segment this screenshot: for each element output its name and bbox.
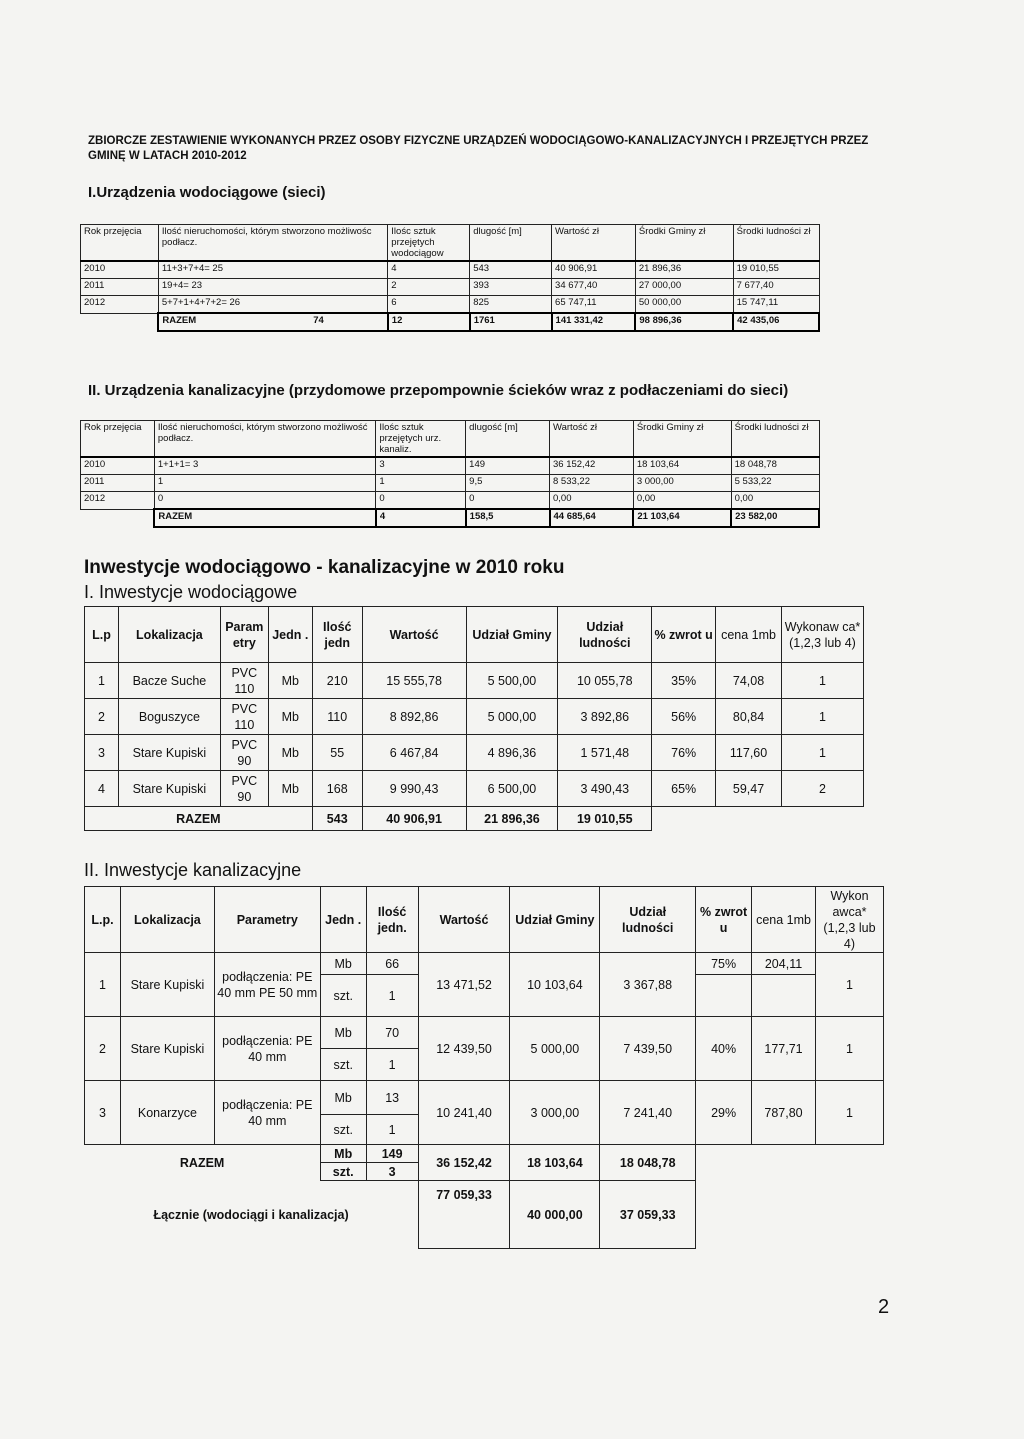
cell: 3: [85, 735, 119, 771]
table-row: [81, 492, 820, 510]
cell: 12: [388, 313, 470, 331]
cell: 787,80: [752, 1081, 816, 1145]
header-cell: cena 1mb: [716, 607, 782, 663]
header-cell: Środki ludności zł: [731, 421, 819, 458]
cell: 40 000,00: [510, 1181, 600, 1249]
cell: 76%: [652, 735, 716, 771]
grand-total-row: [85, 1181, 884, 1249]
table-row: [85, 735, 864, 771]
header-cell: Jedn .: [320, 887, 366, 953]
cell: 0,00: [731, 492, 819, 510]
sewage-devices-table: [80, 420, 820, 528]
cell: 21 103,64: [633, 509, 731, 527]
cell: 55: [312, 735, 362, 771]
cell: 80,84: [716, 699, 782, 735]
header-cell: Udział Gminy: [510, 887, 600, 953]
cell: 2011: [81, 279, 159, 296]
cell: 1: [376, 475, 466, 492]
cell: 5 000,00: [510, 1017, 600, 1081]
header-cell: Lokalizacja: [120, 887, 214, 953]
table-row: [81, 296, 820, 314]
total-label: RAZEM: [154, 509, 375, 527]
total-label: RAZEM: [85, 807, 313, 831]
header-cell: Ilość nieruchomości, którym stworzono możliwość podłacz.: [154, 421, 375, 458]
cell: 42 435,06: [733, 313, 819, 331]
page-number: 2: [878, 1296, 890, 1318]
cell: 10 055,78: [558, 663, 652, 699]
cell: 36 152,42: [550, 457, 634, 475]
header-cell: Udział ludności: [558, 607, 652, 663]
cell: 141 331,42: [552, 313, 636, 331]
cell: 5+7+1+4+7+2= 26: [158, 296, 387, 314]
header-cell: Rok przejęcia: [81, 225, 159, 262]
cell: Mb: [320, 1145, 366, 1163]
cell: 204,11: [752, 953, 816, 975]
cell: 2: [388, 279, 470, 296]
cell: 1: [366, 1049, 418, 1081]
cell: 210: [312, 663, 362, 699]
cell: PVC 110: [220, 699, 268, 735]
header-cell: % zwrot u: [652, 607, 716, 663]
cell: 1: [85, 953, 121, 1017]
cell: 0: [376, 492, 466, 510]
cell: 18 103,64: [633, 457, 731, 475]
cell: 543: [312, 807, 362, 831]
total-label: RAZEM: [179, 1155, 225, 1170]
cell: 5 500,00: [466, 663, 558, 699]
cell: 1: [782, 663, 864, 699]
header-cell: Parametry: [214, 887, 320, 953]
cell: Stare Kupiski: [118, 771, 220, 807]
header-cell: Wartość: [362, 607, 466, 663]
cell: 23 582,00: [731, 509, 819, 527]
inv2-heading: II. Inwestycje kanalizacyjne: [84, 860, 302, 880]
water-investments-table: [84, 606, 864, 831]
cell: 3 000,00: [510, 1081, 600, 1145]
cell: 0: [154, 492, 375, 510]
header-cell: L.p.: [85, 887, 121, 953]
grand-total-label: Łącznie (wodociągi i kanalizacja): [153, 1207, 349, 1222]
cell: 1: [815, 1081, 883, 1145]
cell: podłączenia: PE 40 mm PE 50 mm: [214, 953, 320, 1017]
header-cell: Ilość nieruchomości, którym stworzono możliwośc podłacz.: [158, 225, 387, 262]
cell: 117,60: [716, 735, 782, 771]
investments-title: Inwestycje wodociągowo - kanalizacyjne w 2010 roku: [84, 557, 565, 578]
header-cell: Ilośc sztuk przejętych urz. kanaliz.: [376, 421, 466, 458]
header-cell: cena 1mb: [752, 887, 816, 953]
cell: 1: [366, 1115, 418, 1145]
header-cell: Param etry: [220, 607, 268, 663]
cell: 543: [470, 261, 552, 279]
table-row: [85, 953, 884, 975]
cell: 74,08: [716, 663, 782, 699]
cell: 0,00: [633, 492, 731, 510]
table-row: [85, 663, 864, 699]
cell: 825: [470, 296, 552, 314]
cell: 10 241,40: [418, 1081, 510, 1145]
cell: 13: [366, 1081, 418, 1115]
cell: 7 241,40: [600, 1081, 696, 1145]
cell: 3: [366, 1163, 418, 1181]
cell: 2: [85, 1017, 121, 1081]
cell: 37 059,33: [600, 1181, 696, 1249]
header-cell: Wartość zł: [550, 421, 634, 458]
cell: 75%: [696, 953, 752, 975]
cell: 1: [366, 975, 418, 1017]
table-row: [81, 457, 820, 475]
cell: 77 059,33: [418, 1181, 510, 1249]
cell: PVC 110: [220, 663, 268, 699]
cell: Bacze Suche: [118, 663, 220, 699]
header-cell: Wykonaw ca*(1,2,3 lub 4): [782, 607, 864, 663]
cell: 9,5: [466, 475, 550, 492]
cell: 4: [376, 509, 466, 527]
table-row: [85, 1017, 884, 1049]
cell: 1: [815, 1017, 883, 1081]
cell: 6 467,84: [362, 735, 466, 771]
cell: 18 048,78: [600, 1145, 696, 1181]
header-cell: Udział Gminy: [466, 607, 558, 663]
table-row: [85, 1081, 884, 1115]
cell: 56%: [652, 699, 716, 735]
cell: 4: [85, 771, 119, 807]
cell: Mb: [320, 1081, 366, 1115]
cell: 12 439,50: [418, 1017, 510, 1081]
cell: 1761: [470, 313, 552, 331]
cell: Stare Kupiski: [120, 1017, 214, 1081]
cell: PVC 90: [220, 771, 268, 807]
cell: Mb: [268, 771, 312, 807]
cell: 3: [85, 1081, 121, 1145]
cell: 65 747,11: [552, 296, 636, 314]
cell: 3 490,43: [558, 771, 652, 807]
cell: 50 000,00: [635, 296, 733, 314]
cell: 19 010,55: [733, 261, 819, 279]
cell: 1: [815, 953, 883, 1017]
table-header-row: [81, 421, 820, 458]
header-cell: Środki ludności zł: [733, 225, 819, 262]
cell: 8 533,22: [550, 475, 634, 492]
cell: 5 533,22: [731, 475, 819, 492]
inv1-heading: I. Inwestycje wodociągowe: [84, 582, 298, 602]
cell: 9 990,43: [362, 771, 466, 807]
table-header-row: [85, 607, 864, 663]
cell: szt.: [320, 975, 366, 1017]
table-header-row: [81, 225, 820, 262]
header-cell: Wartość zł: [552, 225, 636, 262]
cell: 2010: [81, 261, 159, 279]
cell: 4: [388, 261, 470, 279]
sewage-investments-table: [84, 886, 884, 1249]
header-cell: L.p: [85, 607, 119, 663]
cell: 27 000,00: [635, 279, 733, 296]
cell: 2: [85, 699, 119, 735]
cell: 98 896,36: [635, 313, 733, 331]
cell: Konarzyce: [120, 1081, 214, 1145]
cell: PVC 90: [220, 735, 268, 771]
cell: 2012: [81, 296, 159, 314]
cell: 65%: [652, 771, 716, 807]
cell: 15 555,78: [362, 663, 466, 699]
header-cell: Jedn .: [268, 607, 312, 663]
cell: 59,47: [716, 771, 782, 807]
cell: 4 896,36: [466, 735, 558, 771]
header-cell: Ilość jedn: [312, 607, 362, 663]
table-row: [85, 771, 864, 807]
cell: 40 906,91: [362, 807, 466, 831]
header-cell: Ilośc sztuk przejętych wodociągow: [388, 225, 470, 262]
table-row: [81, 475, 820, 492]
cell: 40%: [696, 1017, 752, 1081]
cell: 34 677,40: [552, 279, 636, 296]
cell: 1: [782, 699, 864, 735]
cell: 149: [466, 457, 550, 475]
cell: 1: [85, 663, 119, 699]
cell: 6: [388, 296, 470, 314]
table-row: [81, 261, 820, 279]
total-row: [85, 807, 864, 831]
cell: 2011: [81, 475, 155, 492]
section1-heading: I.Urządzenia wodociągowe (sieci): [88, 184, 326, 201]
total-row: [81, 313, 820, 331]
cell: 19 010,55: [558, 807, 652, 831]
cell: Mb: [268, 663, 312, 699]
cell: 13 471,52: [418, 953, 510, 1017]
cell: 177,71: [752, 1017, 816, 1081]
cell: 21 896,36: [466, 807, 558, 831]
document-title: ZBIORCZE ZESTAWIENIE WYKONANYCH PRZEZ OSOBY FIZYCZNE URZĄDZEŃ WODOCIĄGOWO-KANALIZACYJNYCH I PRZEJĘTYCH PRZEZ GMINĘ W LATACH 2010-2012: [88, 135, 869, 162]
cell: 3 000,00: [633, 475, 731, 492]
cell: 0: [466, 492, 550, 510]
cell: Stare Kupiski: [120, 953, 214, 1017]
cell: 6 500,00: [466, 771, 558, 807]
cell: 40 906,91: [552, 261, 636, 279]
table-row: [81, 279, 820, 296]
cell: Boguszyce: [118, 699, 220, 735]
cell: 7 439,50: [600, 1017, 696, 1081]
header-cell: Udział ludności: [600, 887, 696, 953]
cell: 19+4= 23: [158, 279, 387, 296]
cell: Mb: [268, 699, 312, 735]
cell: szt.: [320, 1049, 366, 1081]
header-cell: % zwrot u: [696, 887, 752, 953]
cell: 3 367,88: [600, 953, 696, 1017]
cell: szt.: [320, 1163, 366, 1181]
cell: 1: [154, 475, 375, 492]
cell: 10 103,64: [510, 953, 600, 1017]
cell: 21 896,36: [635, 261, 733, 279]
cell: 149: [366, 1145, 418, 1163]
cell: 36 152,42: [418, 1145, 510, 1181]
table-row: [85, 699, 864, 735]
cell: 74: [313, 315, 324, 326]
header-cell: Ilość jedn.: [366, 887, 418, 953]
cell: Mb: [320, 1017, 366, 1049]
cell: 35%: [652, 663, 716, 699]
cell: 110: [312, 699, 362, 735]
cell: 7 677,40: [733, 279, 819, 296]
cell: 2012: [81, 492, 155, 510]
cell: 44 685,64: [550, 509, 634, 527]
cell: 5 000,00: [466, 699, 558, 735]
cell: 2: [782, 771, 864, 807]
cell: 18 103,64: [510, 1145, 600, 1181]
table-header-row: [85, 887, 884, 953]
cell: 66: [366, 953, 418, 975]
cell: 168: [312, 771, 362, 807]
header-cell: dlugość [m]: [470, 225, 552, 262]
cell: 0,00: [550, 492, 634, 510]
cell: Mb: [320, 953, 366, 975]
cell: 1 571,48: [558, 735, 652, 771]
total-label: RAZEM: [162, 315, 197, 326]
header-cell: Środki Gminy zł: [635, 225, 733, 262]
cell: podłączenia: PE 40 mm: [214, 1017, 320, 1081]
cell: szt.: [320, 1115, 366, 1145]
section2-heading: II. Urządzenia kanalizacyjne (przydomowe przepompownie ścieków wraz z podłaczeniami do sieci): [88, 382, 789, 399]
cell: 3 892,86: [558, 699, 652, 735]
cell: Mb: [268, 735, 312, 771]
cell: 3: [376, 457, 466, 475]
cell: Stare Kupiski: [118, 735, 220, 771]
cell: 393: [470, 279, 552, 296]
cell: 1: [782, 735, 864, 771]
cell: 158,5: [466, 509, 550, 527]
cell: 11+3+7+4= 25: [158, 261, 387, 279]
header-cell: Lokalizacja: [118, 607, 220, 663]
cell: 70: [366, 1017, 418, 1049]
header-cell: Wykon awca* (1,2,3 lub 4): [815, 887, 883, 953]
total-row: [85, 1145, 884, 1163]
cell: podłączenia: PE 40 mm: [214, 1081, 320, 1145]
water-devices-table: [80, 224, 820, 332]
cell: 15 747,11: [733, 296, 819, 314]
header-cell: Rok przejęcia: [81, 421, 155, 458]
header-cell: dlugość [m]: [466, 421, 550, 458]
header-cell: Wartość: [418, 887, 510, 953]
cell: 18 048,78: [731, 457, 819, 475]
total-row: [81, 509, 820, 527]
cell: 29%: [696, 1081, 752, 1145]
cell: 8 892,86: [362, 699, 466, 735]
header-cell: Środki Gminy zł: [633, 421, 731, 458]
cell: 1+1+1= 3: [154, 457, 375, 475]
cell: 2010: [81, 457, 155, 475]
